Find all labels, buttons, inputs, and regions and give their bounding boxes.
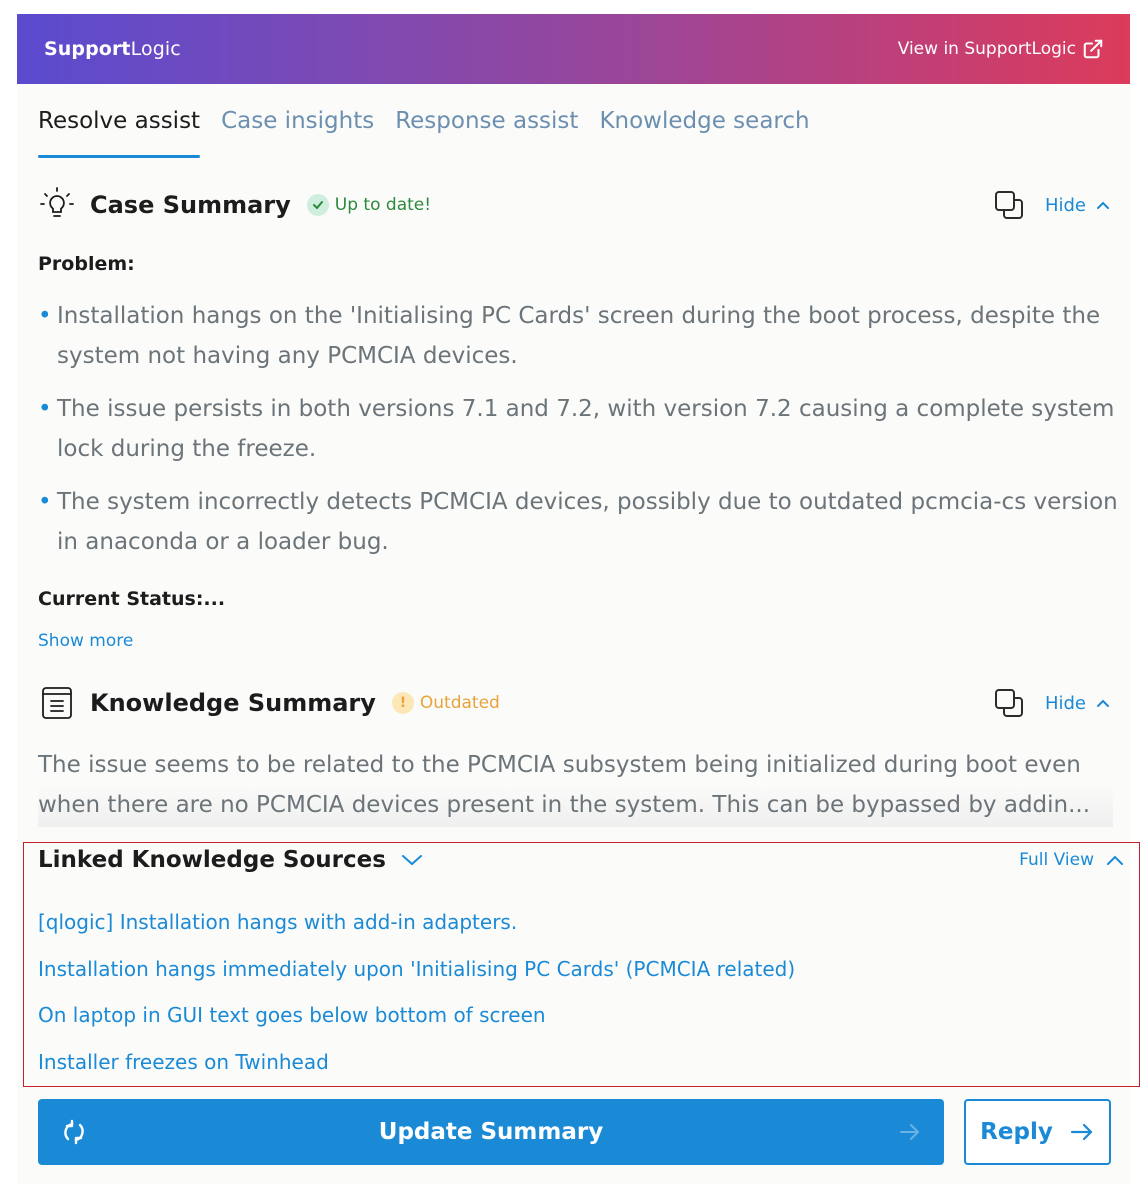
arrow-right-icon bbox=[898, 1121, 922, 1143]
knowledge-summary-text bbox=[38, 745, 1113, 827]
tab-bar bbox=[38, 108, 831, 158]
case-summary-actions bbox=[993, 189, 1110, 221]
source-link[interactable]: On laptop in GUI text goes below bottom of screen bbox=[38, 1003, 546, 1027]
external-link-icon bbox=[1082, 38, 1104, 60]
warning-icon: ! bbox=[392, 692, 414, 714]
full-view-label: Full View bbox=[1019, 850, 1094, 870]
brand-bold: Support bbox=[44, 38, 131, 60]
case-summary-hide-button[interactable] bbox=[1045, 195, 1110, 216]
problem-bullets bbox=[38, 296, 1118, 575]
source-link[interactable]: Installer freezes on Twinhead bbox=[38, 1050, 329, 1074]
tab-knowledge-search[interactable]: Knowledge search bbox=[599, 108, 810, 134]
full-view-button[interactable] bbox=[1019, 850, 1124, 870]
arrow-right-icon bbox=[1069, 1121, 1095, 1143]
status-badge-outdated bbox=[392, 692, 500, 714]
linked-knowledge-sources bbox=[23, 842, 1140, 1087]
linked-sources-title: Linked Knowledge Sources bbox=[38, 847, 386, 873]
knowledge-summary-header bbox=[38, 684, 1110, 722]
brand-light: Logic bbox=[130, 38, 181, 60]
update-summary-button[interactable] bbox=[38, 1099, 944, 1165]
tab-response-assist[interactable]: Response assist bbox=[395, 108, 579, 134]
update-summary-label: Update Summary bbox=[378, 1119, 604, 1145]
knowledge-summary-hide-button[interactable] bbox=[1045, 693, 1110, 714]
problem-label: Problem: bbox=[38, 253, 135, 275]
tab-case-insights[interactable]: Case insights bbox=[221, 108, 375, 134]
view-in-supportlogic-link[interactable] bbox=[898, 38, 1104, 60]
status-badge-up-to-date bbox=[307, 194, 431, 216]
copy-icon[interactable] bbox=[993, 189, 1025, 221]
reply-label: Reply bbox=[980, 1119, 1053, 1145]
reply-button[interactable] bbox=[964, 1099, 1111, 1165]
app-header bbox=[17, 14, 1130, 84]
case-summary-header bbox=[38, 186, 1110, 224]
status-text: Outdated bbox=[419, 693, 500, 713]
show-more-link[interactable]: Show more bbox=[38, 631, 134, 651]
summary-line-2: when there are no PCMCIA devices present in the system. This can be bypassed by addin... bbox=[38, 785, 1113, 827]
view-link-label: View in SupportLogic bbox=[897, 39, 1076, 59]
brand-logo bbox=[44, 38, 181, 60]
chevron-up-icon bbox=[1106, 855, 1124, 866]
list-item: • The issue persists in both versions 7.1 and 7.2, with version 7.2 causing a complete system lock during the freeze. bbox=[38, 389, 1118, 469]
lightbulb-icon bbox=[38, 186, 76, 224]
knowledge-summary-actions bbox=[993, 687, 1110, 719]
copy-icon[interactable] bbox=[993, 687, 1025, 719]
check-icon bbox=[307, 194, 329, 216]
case-summary-title: Case Summary bbox=[90, 191, 291, 219]
source-link[interactable]: Installation hangs immediately upon 'Initialising PC Cards' (PCMCIA related) bbox=[38, 957, 796, 981]
chevron-up-icon bbox=[1096, 698, 1110, 708]
list-item: • The system incorrectly detects PCMCIA devices, possibly due to outdated pcmcia-cs version in anaconda or a loader bug. bbox=[38, 482, 1118, 562]
hide-label: Hide bbox=[1044, 194, 1086, 216]
source-link[interactable]: [qlogic] Installation hangs with add-in adapters. bbox=[38, 910, 518, 934]
tab-resolve-assist[interactable]: Resolve assist bbox=[38, 108, 200, 158]
current-status-label: Current Status:... bbox=[38, 588, 226, 610]
status-text: Up to date! bbox=[334, 195, 432, 215]
list-item: • Installation hangs on the 'Initialising PC Cards' screen during the boot process, despite the system not having any PCMCIA devices. bbox=[38, 296, 1118, 376]
linked-sources-header bbox=[38, 847, 1124, 873]
chevron-up-icon bbox=[1096, 200, 1110, 210]
document-icon bbox=[38, 684, 76, 722]
chevron-down-icon[interactable] bbox=[400, 853, 424, 867]
hide-label: Hide bbox=[1044, 692, 1086, 714]
refresh-icon bbox=[60, 1118, 88, 1146]
summary-line-1: The issue seems to be related to the PCMCIA subsystem being initialized during boot even bbox=[38, 752, 1081, 778]
knowledge-summary-title: Knowledge Summary bbox=[90, 689, 376, 717]
